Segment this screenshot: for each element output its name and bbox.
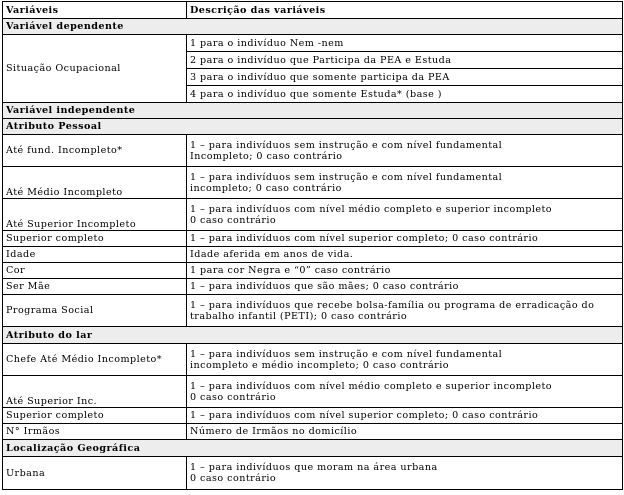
variable-description: 1 – para indivíduos com nível médio completo e superior incompleto 0 caso contrário xyxy=(187,199,623,231)
header-variables: Variáveis xyxy=(3,2,187,19)
table-row xyxy=(3,344,623,376)
variable-name: Cor xyxy=(3,263,187,279)
variable-description: Número de Irmãos no domicílio xyxy=(187,424,623,440)
section-row xyxy=(3,119,623,135)
section-row xyxy=(3,103,623,119)
table-row xyxy=(3,35,623,52)
section-independent: Variável independente xyxy=(3,103,623,119)
variable-description: 4 para o indivíduo que somente Estuda* (base ) xyxy=(187,86,623,103)
variable-name: Até Superior Incompleto xyxy=(3,199,187,231)
table-row xyxy=(3,199,623,231)
variable-name: Idade xyxy=(3,247,187,263)
section-location: Localização Geográfica xyxy=(3,440,623,457)
table-row xyxy=(3,247,623,263)
variable-description: 1 para o indivíduo Nem -nem xyxy=(187,35,623,52)
variable-description: 1 – para indivíduos com nível médio completo e superior incompleto 0 caso contrário xyxy=(187,376,623,408)
table-row xyxy=(3,457,623,490)
variable-name: Até Superior Inc. xyxy=(3,376,187,408)
variable-description: 1 – para indivíduos que moram na área urbana 0 caso contrário xyxy=(187,457,623,490)
variable-description: 1 – para indivíduos que recebe bolsa-família ou programa de erradicação do trabalho infantil (PETI); 0 caso contrário xyxy=(187,295,623,327)
variable-name: Ser Mãe xyxy=(3,279,187,295)
section-row xyxy=(3,440,623,457)
table-row xyxy=(3,167,623,199)
table-row xyxy=(3,263,623,279)
variable-description: 2 para o indivíduo que Participa da PEA e Estuda xyxy=(187,52,623,69)
variable-description: 1 – para indivíduos com nível superior completo; 0 caso contrário xyxy=(187,231,623,247)
variable-name: Programa Social xyxy=(3,295,187,327)
table-row xyxy=(3,408,623,424)
variable-description: 1 – para indivíduos que são mães; 0 caso contrário xyxy=(187,279,623,295)
table-row xyxy=(3,295,623,327)
table-row xyxy=(3,135,623,167)
variable-name: Urbana xyxy=(3,457,187,490)
variable-name: N° Irmãos xyxy=(3,424,187,440)
variable-description: 1 – para indivíduos com nível superior completo; 0 caso contrário xyxy=(187,408,623,424)
header-row xyxy=(3,2,623,19)
table-row xyxy=(3,231,623,247)
section-row xyxy=(3,19,623,35)
variable-description: 1 – para indivíduos sem instrução e com nível fundamental incompleto; 0 caso contrário xyxy=(187,167,623,199)
variable-name: Chefe Até Médio Incompleto* xyxy=(3,344,187,376)
variable-name: Superior completo xyxy=(3,231,187,247)
variable-description: 1 – para indivíduos sem instrução e com nível fundamental Incompleto; 0 caso contrário xyxy=(187,135,623,167)
section-home: Atributo do lar xyxy=(3,327,623,344)
variable-description: 1 para cor Negra e “0” caso contrário xyxy=(187,263,623,279)
variable-description: 3 para o indivíduo que somente participa da PEA xyxy=(187,69,623,86)
variable-name: Até Médio Incompleto xyxy=(3,167,187,199)
header-description: Descrição das variáveis xyxy=(187,2,623,19)
table-row xyxy=(3,376,623,408)
variable-description: Idade aferida em anos de vida. xyxy=(187,247,623,263)
section-row xyxy=(3,327,623,344)
variable-name: Situação Ocupacional xyxy=(3,35,187,103)
section-personal: Atributo Pessoal xyxy=(3,119,623,135)
section-dependent: Variável dependente xyxy=(3,19,623,35)
variables-table xyxy=(2,1,623,490)
variable-description: 1 – para indivíduos sem instrução e com nível fundamental incompleto e médio incompleto; 0 caso contrário xyxy=(187,344,623,376)
variable-name: Superior completo xyxy=(3,408,187,424)
table-row xyxy=(3,424,623,440)
variable-name: Até fund. Incompleto* xyxy=(3,135,187,167)
table-row xyxy=(3,279,623,295)
